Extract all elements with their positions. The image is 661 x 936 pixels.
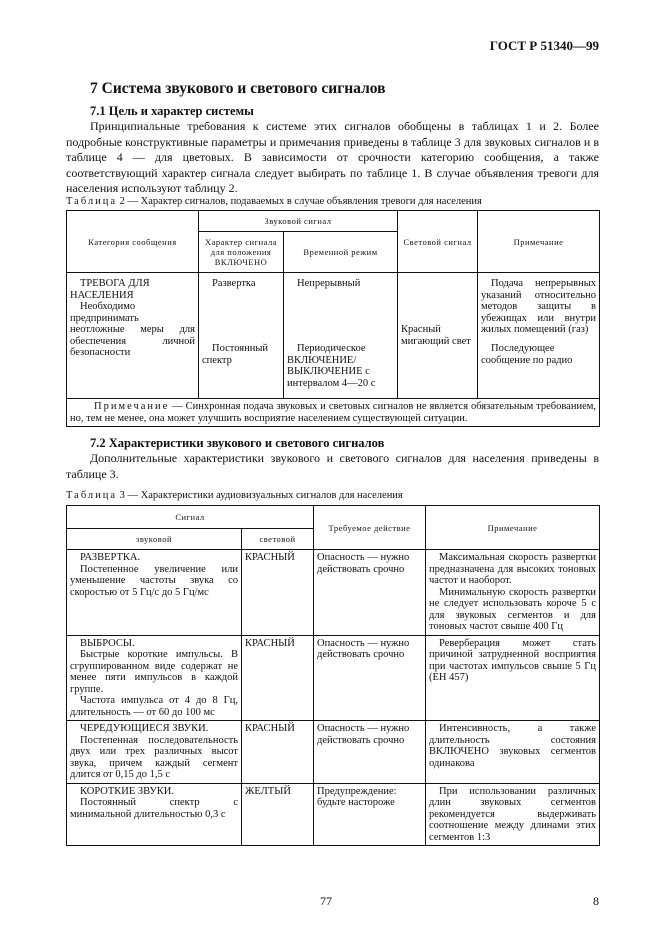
document-code: ГОСТ Р 51340—99 — [489, 38, 599, 53]
page-number-right: 8 — [593, 894, 599, 908]
table3 — [66, 505, 600, 846]
table2-category-text: Необходимо предпринимать неотложные меры для обеспечения личной безопасности — [70, 301, 195, 358]
subsection-title-7-1: 7.1 Цель и характер системы — [90, 104, 254, 118]
table2-mode-2: Периодическое ВКЛЮЧЕНИЕ/ ВЫКЛЮЧЕНИЕ с интервалом 4—20 с — [287, 343, 376, 389]
subsection-title-7-2: 7.2 Характеристики звукового и светового сигналов — [90, 436, 385, 450]
table2-note-2: Последующее сообщение по радио — [481, 343, 573, 366]
table3-note-1: Реверберация может стать причиной затрудненной восприятия при частотах импульсов свыше 5 Гц (ЕН 457) — [429, 637, 596, 683]
table3-action-cell: Опасность — нужно действовать срочно — [314, 635, 426, 721]
table2-caption-text: 2 — Характер сигналов, подаваемых в случае объявления тревоги для населения — [119, 196, 482, 207]
table3-caption-word: Таблица — [66, 490, 118, 501]
page-number-center: 77 — [320, 894, 332, 908]
table3-header-action: Требуемое действие — [314, 506, 426, 550]
table3-note-cell — [426, 550, 600, 636]
subsection-text-7-2: Дополнительные характеристики звукового и светового сигналов для населения приведены в таблице 3. — [66, 451, 599, 481]
table3-sound-cell — [67, 783, 242, 846]
table2-caption — [66, 196, 482, 207]
table3-row — [67, 635, 600, 721]
table2-character-2: Постоянный спектр — [202, 343, 268, 366]
table2-light-value: Красный мигающий свет — [401, 324, 471, 347]
table3-header-light: световой — [242, 529, 314, 550]
table3-light-cell: ЖЕЛТЫЙ — [242, 783, 314, 846]
table2-header-character: Характер сигнала для положения ВКЛЮЧЕНО — [199, 232, 284, 273]
table3-light-cell: КРАСНЫЙ — [242, 721, 314, 784]
table3-note-1: При использовании различных длин звуковых сегментов рекомендуется выдерживать соотношение между длинами этих сегментов 1:3 — [429, 785, 596, 843]
table3-row — [67, 783, 600, 846]
table3-caption — [66, 490, 403, 501]
table3-row — [67, 721, 600, 784]
subsection-text-7-1: Принципиальные требования к системе этих сигналов обобщены в таблицах 1 и 2. Более подробные конструктивные параметры и примечания приведены в таблице 3 для звуковых сигналов и в таблице 4 — для цветовых. В зависимости от срочности категорию сообщения, а также соответствующий характер сигнала следует выбирать по таблице 1. В случае объявления тревоги для населения используют таблицу 2. — [66, 119, 599, 195]
table3-header-signal: Сигнал — [67, 506, 314, 529]
table2-header-light: Световой сигнал — [398, 211, 478, 273]
table2-header-note: Примечание — [478, 211, 600, 273]
table2-light-cell — [398, 273, 478, 399]
table3-row — [67, 550, 600, 636]
table3-signal-desc: Быстрые короткие импульсы. В сгруппированном виде содержат не менее пяти импульсов в каждой группе. — [70, 649, 238, 695]
table3-caption-text: 3 — Характеристики аудиовизуальных сигналов для населения — [119, 490, 403, 501]
table3-light-cell: КРАСНЫЙ — [242, 635, 314, 721]
table3-header-sound: звуковой — [67, 529, 242, 550]
table3-note-1: Максимальная скорость развертки предназначена для высоких тоновых частот и наоборот. — [429, 552, 596, 586]
table3-light-cell: КРАСНЫЙ — [242, 550, 314, 636]
table2-mode-cell — [284, 273, 398, 399]
table2-category-title: ТРЕВОГА ДЛЯ НАСЕЛЕНИЯ — [70, 278, 150, 301]
table2-header-time-mode: Временной режим — [284, 232, 398, 273]
table3-sound-cell — [67, 550, 242, 636]
table2-header-sound: Звуковой сигнал — [199, 211, 398, 232]
table2-caption-word: Таблица — [66, 196, 118, 207]
table2-header-category: Категория сообщения — [67, 211, 199, 273]
table3-action-cell: Опасность — нужно действовать срочно — [314, 550, 426, 636]
table3-note-2: Минимальную скорость развертки не следует использовать короче 5 с для звуковых сегментов и для тоновых частот свыше 400 Гц — [429, 586, 596, 632]
table2-mode-1: Непрерывный — [297, 278, 361, 289]
table3-signal-title: КОРОТКИЕ ЗВУКИ. — [80, 785, 174, 797]
table3-signal-title: ЧЕРЕДУЮЩИЕСЯ ЗВУКИ. — [80, 723, 209, 734]
table2-row — [67, 273, 600, 399]
table3-header-note: Примечание — [426, 506, 600, 550]
table3-note-cell — [426, 635, 600, 721]
table3-signal-desc-2: Частота импульса от 4 до 8 Гц, длительность — от 60 до 100 мс — [70, 695, 238, 718]
table2-character-1: Развертка — [212, 278, 256, 289]
table2-footnote — [67, 399, 600, 427]
table3-signal-desc: Постепенное увеличение или уменьшение частоты звука со скоростью от 5 Гц/с до 5 Гц/мс — [70, 563, 238, 598]
section-title: 7 Система звукового и светового сигналов — [90, 80, 386, 97]
table2-footnote-text: — Синхронная подача звуковых и световых сигналов не является обязательным требованием, но, тем не менее, она может улучшить восприятие населением существующей ситуации. — [70, 401, 597, 424]
table3-action-cell: Опасность — нужно действовать срочно — [314, 721, 426, 784]
table2-category-cell — [67, 273, 199, 399]
table3-action-cell: Предупреждение: будьте настороже — [314, 783, 426, 846]
table2 — [66, 210, 600, 427]
table3-sound-cell — [67, 721, 242, 784]
table2-note-1: Подача непрерывных указаний относительно методов защиты в убежищах или внутри жилых помещений (газ) — [481, 278, 597, 335]
table2-note-cell — [478, 273, 600, 399]
table3-signal-title: ВЫБРОСЫ. — [80, 637, 135, 649]
table3-signal-desc: Постоянный спектр с минимальной длительностью 0,3 с — [70, 797, 238, 820]
table2-footnote-word: Примечание — [94, 401, 170, 412]
table3-signal-title: РАЗВЕРТКА. — [80, 552, 141, 563]
table3-signal-desc: Постепенная последовательность двух или трех различных высот звука, причем каждый сегмент длится от 0,15 до 1,5 с — [70, 734, 238, 780]
table3-note-cell — [426, 783, 600, 846]
table3-note-1: Интенсивность, а также длительность состояния ВКЛЮЧЕНО звуковых сегментов одинакова — [429, 723, 596, 769]
table2-character-cell — [199, 273, 284, 399]
table3-note-cell — [426, 721, 600, 784]
table3-sound-cell — [67, 635, 242, 721]
